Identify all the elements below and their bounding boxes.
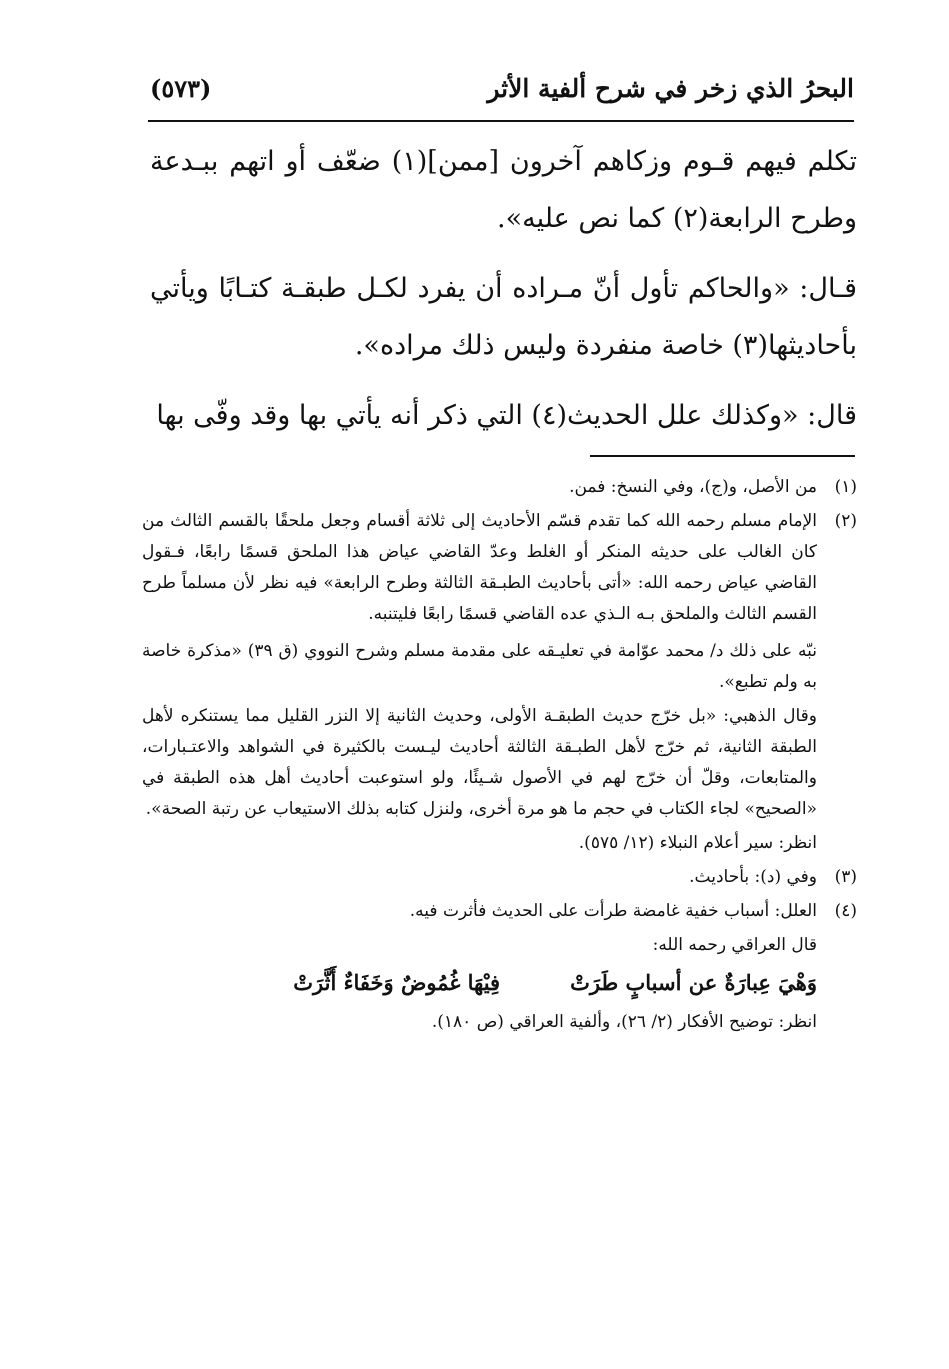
footnote-number: (٣)	[834, 867, 857, 887]
verse-hemistich-first: وَهْيَ عِبارَةٌ عن أسبابٍ طَرَتْ	[570, 970, 817, 995]
verse-hemistich-second: فِيْهَا غُمُوضٌ وَخَفَاءٌ أَثَّرَتْ	[293, 970, 501, 995]
footnote-divider	[590, 455, 855, 457]
footnote-number: (٤)	[834, 901, 857, 921]
footnote-4	[142, 896, 857, 927]
header-divider	[148, 120, 854, 122]
footnote-text: الإمام مسلم رحمه الله كما تقدم قسّم الأحاديث إلى ثلاثة أقسام وجعل ملحقًا بالقسم الثالث من كان الغالب على حديثه المنكر أو الغلط وعدّ القاضي عياض هذا الملحق قسمًا رابعًا، فـقول القاضي عياض رحمه الله: «أتى بأحاديث الطبـقة الثالثة وطرح الرابعة» فيه نظر لأن مسلماً طرح القسم الثالث والملحق بـه الـذي عده القاضي قسمًا رابعًا فليتنبه.	[142, 511, 817, 624]
footnote-2-continuation	[142, 636, 817, 859]
footnote-number: (٢)	[834, 511, 857, 531]
main-paragraph-3: قال: «وكذلك علل الحديث(٤) التي ذكر أنه يأتي بها وقد وفّى بها	[156, 400, 857, 431]
page-number: (٥٧٣)	[150, 74, 212, 103]
main-text	[150, 133, 857, 457]
running-header	[150, 70, 854, 120]
footnote-text: من الأصل، و(ج)، وفي النسخ: فمن.	[569, 477, 817, 497]
footnotes	[142, 472, 857, 1041]
poem-verse	[142, 965, 817, 1001]
footnote-4-continuation	[142, 930, 817, 961]
verse-intro: قال العراقي رحمه الله:	[652, 935, 817, 955]
footnote-text: وفي (د): بأحاديث.	[689, 867, 817, 887]
footnote-3	[142, 862, 857, 893]
footnote-1	[142, 472, 857, 503]
footnote-2	[142, 506, 857, 633]
footnote-text: العلل: أسباب خفية غامضة طرأت على الحديث فأثرت فيه.	[409, 901, 817, 921]
footnote-quote: وقال الذهبي: «بل خرّج حديث الطبقـة الأولى، وحديث الثانية إلا النزر القليل مما يستنكره لأهل الطبقة الثانية، ثم خرّج لأهل الطبـقة الثالثة أحاديث ليـست بالكثيرة في الشواهد والاعتـبارات، والمتابعات، وقلّ أن خرّج لهم في الأصول شـيئًا، ولو استوعبت أحاديث أهل هذه الطبقة في «الصحيح» لجاء الكتاب في حجم ما هو مرة أخرى، ولنزل كتابه بذلك الاستيعاب عن رتبة الصحة».	[142, 706, 817, 819]
footnote-reference: انظر: توضيح الأفكار (٢/ ٢٦)، وألفية العراقي (ص ١٨٠).	[431, 1012, 817, 1032]
footnote-4-reference-block	[142, 1007, 817, 1038]
footnote-body	[142, 506, 817, 633]
main-paragraph-2: قـال: «والحاكم تأول أنّ مـراده أن يفرد لكـل طبقـة كتـابًا ويأتي بأحاديثها(٣) خاصة منفردة وليس ذلك مراده».	[150, 273, 857, 361]
main-paragraph-1: تكلم فيهم قـوم وزكاهم آخرون [ممن](١) ضعّف أو اتهم ببـدعة وطرح الرابعة(٢) كما نص عليه».	[150, 146, 857, 234]
footnote-number: (١)	[834, 477, 857, 497]
footnote-note: نبّه على ذلك د/ محمد عوّامة في تعليـقه على مقدمة مسلم وشرح النووي (ق ٣٩) «مذكرة خاصة به ولم تطبع».	[142, 641, 817, 692]
book-title: البحرُ الذي زخر في شرح ألفية الأثر	[487, 74, 854, 103]
footnote-reference: انظر: سير أعلام النبلاء (١٢/ ٥٧٥).	[578, 833, 817, 853]
